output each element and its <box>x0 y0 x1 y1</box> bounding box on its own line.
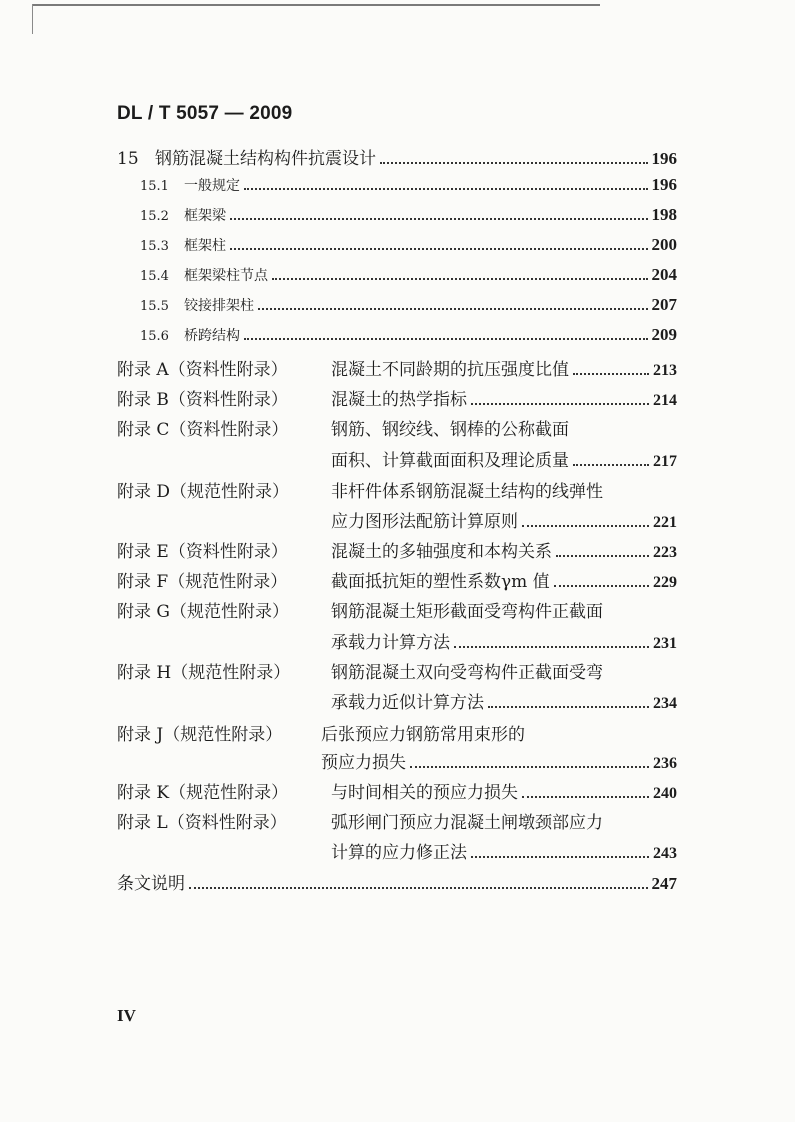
standard-header: DL / T 5057 — 2009 <box>117 103 293 124</box>
appendix-label: 附录 F（规范性附录） <box>117 572 288 592</box>
section-page: 200 <box>651 235 677 254</box>
section-title: 桥跨结构 <box>184 328 240 344</box>
appendix-title: 钢筋、钢绞线、钢棒的公称截面 <box>331 420 569 440</box>
leader-dots <box>573 373 649 375</box>
appendix-page: 221 <box>653 514 677 531</box>
section-title: 一般规定 <box>184 178 240 194</box>
appendix-label: 附录 C（资料性附录） <box>117 420 289 440</box>
appendix-page: 213 <box>653 362 677 379</box>
appendix-page: 240 <box>653 785 677 802</box>
toc-section[interactable] <box>117 265 677 285</box>
leader-dots <box>380 162 648 164</box>
toc-appendix-f[interactable] <box>117 567 677 592</box>
toc-section[interactable] <box>117 295 677 315</box>
section-page: 207 <box>651 295 677 314</box>
appendix-title-cont: 承载力近似计算方法 <box>331 693 484 713</box>
section-number: 15.4 <box>140 269 169 284</box>
toc-appendix-d[interactable] <box>117 477 677 502</box>
section-title: 铰接排架柱 <box>184 298 254 314</box>
toc-appendix-j[interactable] <box>117 720 677 745</box>
toc-appendix-k[interactable] <box>117 778 677 803</box>
section-title: 框架梁 <box>184 208 226 224</box>
appendix-page: 236 <box>653 755 677 772</box>
toc-section[interactable] <box>117 235 677 255</box>
appendix-title: 弧形闸门预应力混凝土闸墩颈部应力 <box>331 813 603 833</box>
section-number: 15.2 <box>140 209 169 224</box>
toc-appendix-l[interactable] <box>117 808 677 833</box>
appendix-label: 附录 L（资料性附录） <box>117 813 287 833</box>
leader-dots <box>471 856 649 858</box>
toc-appendix-l-cont[interactable] <box>117 838 677 863</box>
chapter-page: 196 <box>651 149 677 168</box>
appendix-title: 截面抵抗矩的塑性系数γm 值 <box>331 572 550 592</box>
section-title: 框架梁柱节点 <box>184 268 268 284</box>
appendix-page: 243 <box>653 845 677 862</box>
toc-appendix-e[interactable] <box>117 537 677 562</box>
leader-dots <box>522 796 649 798</box>
appendix-title-cont: 承载力计算方法 <box>331 633 450 653</box>
appendix-page: 214 <box>653 392 677 409</box>
appendix-title-cont: 应力图形法配筋计算原则 <box>331 512 518 532</box>
chapter-title: 钢筋混凝土结构构件抗震设计 <box>155 149 376 169</box>
appendix-title-cont: 预应力损失 <box>321 753 406 773</box>
appendix-label: 附录 J（规范性附录） <box>117 725 283 745</box>
toc-appendix-j-cont[interactable] <box>117 748 677 773</box>
toc-section[interactable] <box>117 205 677 225</box>
section-page: 196 <box>651 175 677 194</box>
section-number: 15.3 <box>140 239 169 254</box>
section-number: 15.1 <box>140 179 169 194</box>
appendix-label: 附录 A（资料性附录） <box>117 360 288 380</box>
toc-section[interactable] <box>117 325 677 345</box>
toc-appendix-h-cont[interactable] <box>117 688 677 713</box>
leader-dots <box>454 646 649 648</box>
appendix-title: 混凝土的多轴强度和本构关系 <box>331 542 552 562</box>
appendix-label: 附录 B（资料性附录） <box>117 390 288 410</box>
leader-dots <box>556 555 649 557</box>
appendix-title: 混凝土的热学指标 <box>331 390 467 410</box>
toc-section[interactable] <box>117 175 677 195</box>
left-border-line <box>32 4 33 34</box>
explanation-title: 条文说明 <box>117 874 185 894</box>
appendix-label: 附录 D（规范性附录） <box>117 482 290 502</box>
appendix-title-cont: 面积、计算截面面积及理论质量 <box>331 451 569 471</box>
section-page: 198 <box>651 205 677 224</box>
appendix-page: 231 <box>653 635 677 652</box>
leader-dots <box>471 403 649 405</box>
leader-dots <box>258 308 648 310</box>
leader-dots <box>230 218 648 220</box>
section-number: 15.6 <box>140 329 169 344</box>
leader-dots <box>244 338 648 340</box>
toc-chapter-15[interactable] <box>117 144 677 169</box>
leader-dots <box>230 248 648 250</box>
section-number: 15.5 <box>140 299 169 314</box>
section-page: 204 <box>651 265 677 284</box>
section-page: 209 <box>651 325 677 344</box>
appendix-page: 229 <box>653 574 677 591</box>
explanation-page: 247 <box>651 874 677 893</box>
appendix-title: 与时间相关的预应力损失 <box>331 783 518 803</box>
toc-appendix-d-cont[interactable] <box>117 507 677 532</box>
toc-appendix-g-cont[interactable] <box>117 628 677 653</box>
toc-explanation[interactable] <box>117 869 677 894</box>
appendix-page: 223 <box>653 544 677 561</box>
toc-appendix-c-cont[interactable] <box>117 446 677 471</box>
leader-dots <box>189 887 648 889</box>
appendix-page: 217 <box>653 453 677 470</box>
appendix-page: 234 <box>653 695 677 712</box>
page-number: IV <box>117 1006 136 1025</box>
toc-appendix-h[interactable] <box>117 658 677 683</box>
appendix-title: 后张预应力钢筋常用束形的 <box>321 725 525 745</box>
leader-dots <box>573 464 649 466</box>
toc-appendix-a[interactable] <box>117 355 677 380</box>
toc-appendix-g[interactable] <box>117 597 677 622</box>
chapter-number: 15 <box>117 149 139 169</box>
leader-dots <box>488 706 649 708</box>
leader-dots <box>244 188 648 190</box>
appendix-label: 附录 H（规范性附录） <box>117 663 291 683</box>
toc-appendix-c[interactable] <box>117 415 677 440</box>
appendix-label: 附录 G（规范性附录） <box>117 602 289 622</box>
appendix-title: 非杆件体系钢筋混凝土结构的线弹性 <box>331 482 603 502</box>
leader-dots <box>522 525 649 527</box>
appendix-label: 附录 K（规范性附录） <box>117 783 289 803</box>
appendix-title: 混凝土不同龄期的抗压强度比值 <box>331 360 569 380</box>
leader-dots <box>410 766 649 768</box>
leader-dots <box>272 278 648 280</box>
leader-dots <box>554 585 649 587</box>
appendix-label: 附录 E（资料性附录） <box>117 542 288 562</box>
appendix-title: 钢筋混凝土双向受弯构件正截面受弯 <box>331 663 603 683</box>
appendix-title: 钢筋混凝土矩形截面受弯构件正截面 <box>331 602 603 622</box>
section-title: 框架柱 <box>184 238 226 254</box>
top-border-line <box>32 4 600 6</box>
toc-appendix-b[interactable] <box>117 385 677 410</box>
appendix-title-cont: 计算的应力修正法 <box>331 843 467 863</box>
